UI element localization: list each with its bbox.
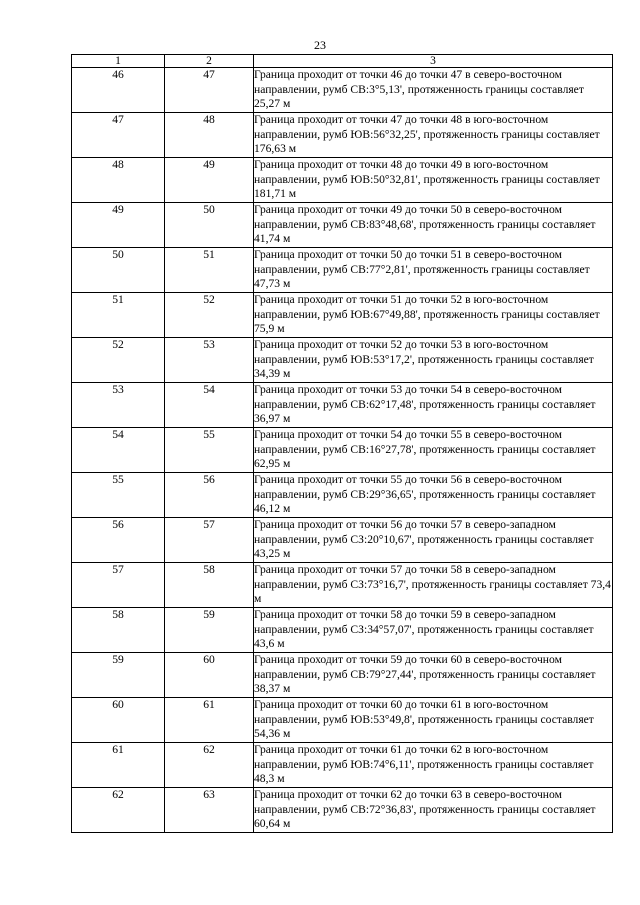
point-to-cell: 63 (165, 788, 254, 833)
point-from-cell: 62 (72, 788, 165, 833)
point-from-cell: 50 (72, 248, 165, 293)
boundary-description-cell: Граница проходит от точки 56 до точки 57 в северо-западном направлении, румб СЗ:20°10,67', протяженность границы составляет 43,25 м (254, 518, 613, 563)
table-row (72, 698, 613, 743)
boundary-description-cell: Граница проходит от точки 48 до точки 49 в юго-восточном направлении, румб ЮВ:50°32,81', протяженность границы составляет 181,71 м (254, 158, 613, 203)
point-from-cell: 49 (72, 203, 165, 248)
table-row (72, 473, 613, 518)
point-from-cell: 61 (72, 743, 165, 788)
boundary-description-cell: Граница проходит от точки 62 до точки 63 в северо-восточном направлении, румб СВ:72°36,83', протяженность границы составляет 60,64 м (254, 788, 613, 833)
table-row (72, 653, 613, 698)
point-to-cell: 62 (165, 743, 254, 788)
boundary-description-cell: Граница проходит от точки 46 до точки 47 в северо-восточном направлении, румб СВ:3°5,13', протяженность границы составляет 25,27 м (254, 68, 613, 113)
boundary-description-cell: Граница проходит от точки 59 до точки 60 в северо-восточном направлении, румб СВ:79°27,44', протяженность границы составляет 38,37 м (254, 653, 613, 698)
boundary-description-cell: Граница проходит от точки 57 до точки 58 в северо-западном направлении, румб СЗ:73°16,7', протяженность границы составляет 73,4 м (254, 563, 613, 608)
boundary-description-cell: Граница проходит от точки 51 до точки 52 в юго-восточном направлении, румб ЮВ:67°49,88', протяженность границы составляет 75,9 м (254, 293, 613, 338)
table-row (72, 428, 613, 473)
table-row (72, 113, 613, 158)
table-row (72, 158, 613, 203)
point-from-cell: 60 (72, 698, 165, 743)
boundary-description-cell: Граница проходит от точки 52 до точки 53 в юго-восточном направлении, румб ЮВ:53°17,2', протяженность границы составляет 34,39 м (254, 338, 613, 383)
boundary-description-cell: Граница проходит от точки 53 до точки 54 в северо-восточном направлении, румб СВ:62°17,48', протяженность границы составляет 36,97 м (254, 383, 613, 428)
point-from-cell: 59 (72, 653, 165, 698)
boundary-description-cell: Граница проходит от точки 49 до точки 50 в северо-восточном направлении, румб СВ:83°48,68', протяженность границы составляет 41,74 м (254, 203, 613, 248)
column-header-description: 3 (254, 55, 613, 68)
page-number: 23 (314, 38, 326, 52)
table-header-row (72, 55, 613, 68)
table-row (72, 68, 613, 113)
boundary-description-cell: Граница проходит от точки 55 до точки 56 в северо-восточном направлении, румб СВ:29°36,65', протяженность границы составляет 46,12 м (254, 473, 613, 518)
point-to-cell: 50 (165, 203, 254, 248)
table-row (72, 518, 613, 563)
point-to-cell: 52 (165, 293, 254, 338)
table-body (72, 55, 613, 833)
column-header-from: 1 (72, 55, 165, 68)
table-row (72, 293, 613, 338)
boundary-description-cell: Граница проходит от точки 61 до точки 62 в юго-восточном направлении, румб ЮВ:74°6,11', протяженность границы составляет 48,3 м (254, 743, 613, 788)
table-row (72, 563, 613, 608)
boundary-description-cell: Граница проходит от точки 47 до точки 48 в юго-восточном направлении, румб ЮВ:56°32,25', протяженность границы составляет 176,63 м (254, 113, 613, 158)
point-from-cell: 58 (72, 608, 165, 653)
table-row (72, 338, 613, 383)
point-to-cell: 57 (165, 518, 254, 563)
table-row (72, 203, 613, 248)
column-header-to: 2 (165, 55, 254, 68)
point-to-cell: 60 (165, 653, 254, 698)
table-row (72, 608, 613, 653)
point-from-cell: 53 (72, 383, 165, 428)
table-row (72, 248, 613, 293)
point-from-cell: 47 (72, 113, 165, 158)
point-to-cell: 55 (165, 428, 254, 473)
point-from-cell: 51 (72, 293, 165, 338)
point-to-cell: 51 (165, 248, 254, 293)
point-to-cell: 48 (165, 113, 254, 158)
point-from-cell: 52 (72, 338, 165, 383)
point-from-cell: 54 (72, 428, 165, 473)
point-to-cell: 56 (165, 473, 254, 518)
point-from-cell: 46 (72, 68, 165, 113)
boundary-description-cell: Граница проходит от точки 50 до точки 51 в северо-восточном направлении, румб СВ:77°2,81', протяженность границы составляет 47,73 м (254, 248, 613, 293)
point-to-cell: 47 (165, 68, 254, 113)
point-to-cell: 58 (165, 563, 254, 608)
point-from-cell: 48 (72, 158, 165, 203)
point-from-cell: 55 (72, 473, 165, 518)
boundary-table (71, 54, 613, 833)
point-from-cell: 56 (72, 518, 165, 563)
point-to-cell: 54 (165, 383, 254, 428)
table-row (72, 743, 613, 788)
point-to-cell: 61 (165, 698, 254, 743)
boundary-description-cell: Граница проходит от точки 60 до точки 61 в юго-восточном направлении, румб ЮВ:53°49,8', протяженность границы составляет 54,36 м (254, 698, 613, 743)
table-row (72, 788, 613, 833)
point-from-cell: 57 (72, 563, 165, 608)
boundary-description-cell: Граница проходит от точки 54 до точки 55 в северо-восточном направлении, румб СВ:16°27,78', протяженность границы составляет 62,95 м (254, 428, 613, 473)
boundary-description-cell: Граница проходит от точки 58 до точки 59 в северо-западном направлении, румб СЗ:34°57,07', протяженность границы составляет 43,6 м (254, 608, 613, 653)
point-to-cell: 53 (165, 338, 254, 383)
table-row (72, 383, 613, 428)
point-to-cell: 49 (165, 158, 254, 203)
point-to-cell: 59 (165, 608, 254, 653)
